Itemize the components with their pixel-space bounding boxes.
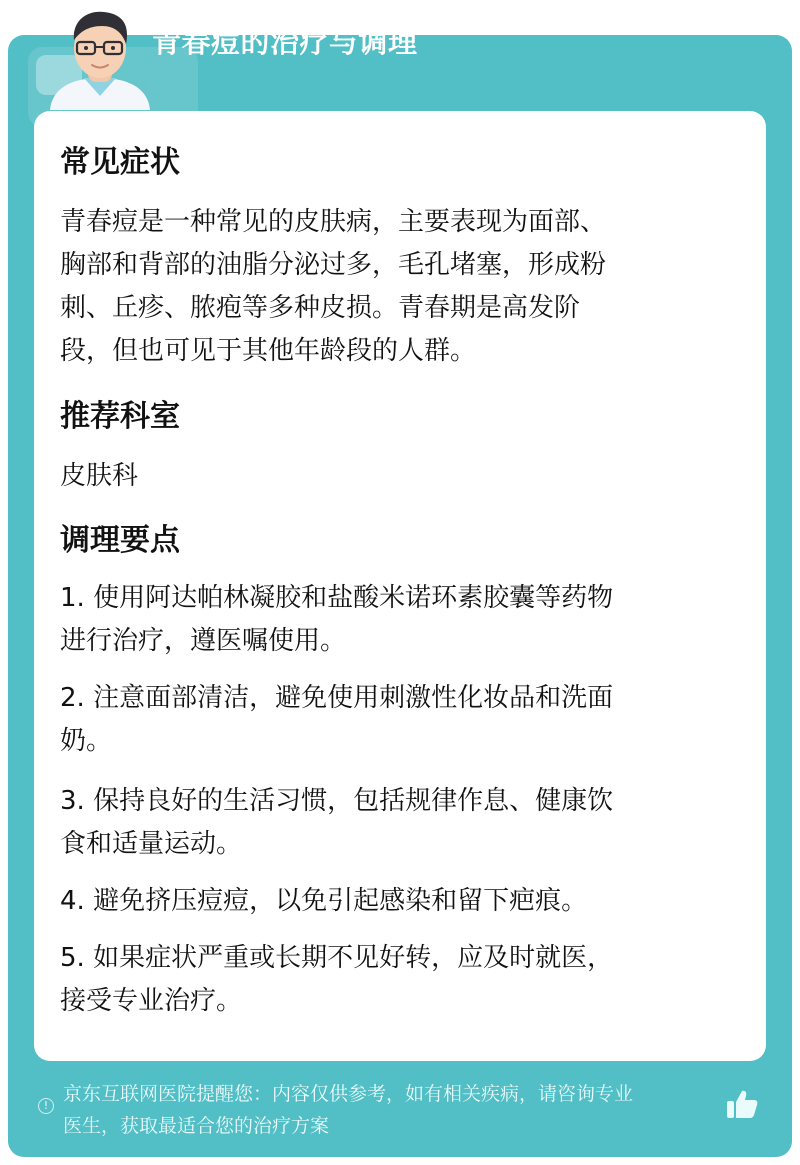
- symptoms-line: 胸部和背部的油脂分泌过多，毛孔堵塞，形成粉: [60, 250, 607, 280]
- care-item-line: 1. 使用阿达帕林凝胶和盐酸米诺环素胶囊等药物: [60, 583, 614, 613]
- section-heading-department: 推荐科室: [60, 399, 180, 434]
- disclaimer-text: [63, 1078, 725, 1142]
- care-item-line: 食和适量运动。: [60, 829, 243, 859]
- care-item-line: 进行治疗，遵医嘱使用。: [60, 626, 347, 656]
- care-list-item: [60, 677, 732, 763]
- thumbs-up-icon[interactable]: [724, 1086, 760, 1122]
- section-heading-symptoms: 常见症状: [60, 145, 180, 180]
- disclaimer-line: 医生，获取最适合您的治疗方案: [63, 1115, 330, 1137]
- care-item-line: 4. 避免挤压痘痘，以免引起感染和留下疤痕。: [60, 886, 588, 916]
- doctor-avatar-icon: [44, 6, 156, 110]
- care-list-item: [60, 937, 732, 1023]
- care-list-item: [60, 577, 732, 663]
- page-title: 青春痘的治疗与调理: [152, 25, 418, 59]
- care-item-line: 奶。: [60, 726, 113, 756]
- care-list-item: [60, 780, 732, 866]
- symptoms-line: 青春痘是一种常见的皮肤病，主要表现为面部、: [60, 207, 607, 237]
- section-heading-care: 调理要点: [60, 523, 180, 558]
- care-item-line: 2. 注意面部清洁，避免使用刺激性化妆品和洗面: [60, 683, 614, 713]
- symptoms-paragraph: [60, 201, 730, 373]
- care-item-line: 5. 如果症状严重或长期不见好转，应及时就医，: [60, 943, 614, 973]
- content-card: [34, 111, 766, 1061]
- department-value: 皮肤科: [60, 461, 139, 491]
- care-item-line: 接受专业治疗。: [60, 986, 243, 1016]
- care-list-item: [60, 880, 732, 923]
- disclaimer-line: 京东互联网医院提醒您：内容仅供参考，如有相关疾病，请咨询专业: [63, 1083, 634, 1105]
- care-item-line: 3. 保持良好的生活习惯，包括规律作息、健康饮: [60, 786, 614, 816]
- symptoms-line: 刺、丘疹、脓疱等多种皮损。青春期是高发阶: [60, 293, 581, 323]
- info-icon: !: [38, 1098, 54, 1114]
- symptoms-line: 段，但也可见于其他年龄段的人群。: [60, 336, 477, 366]
